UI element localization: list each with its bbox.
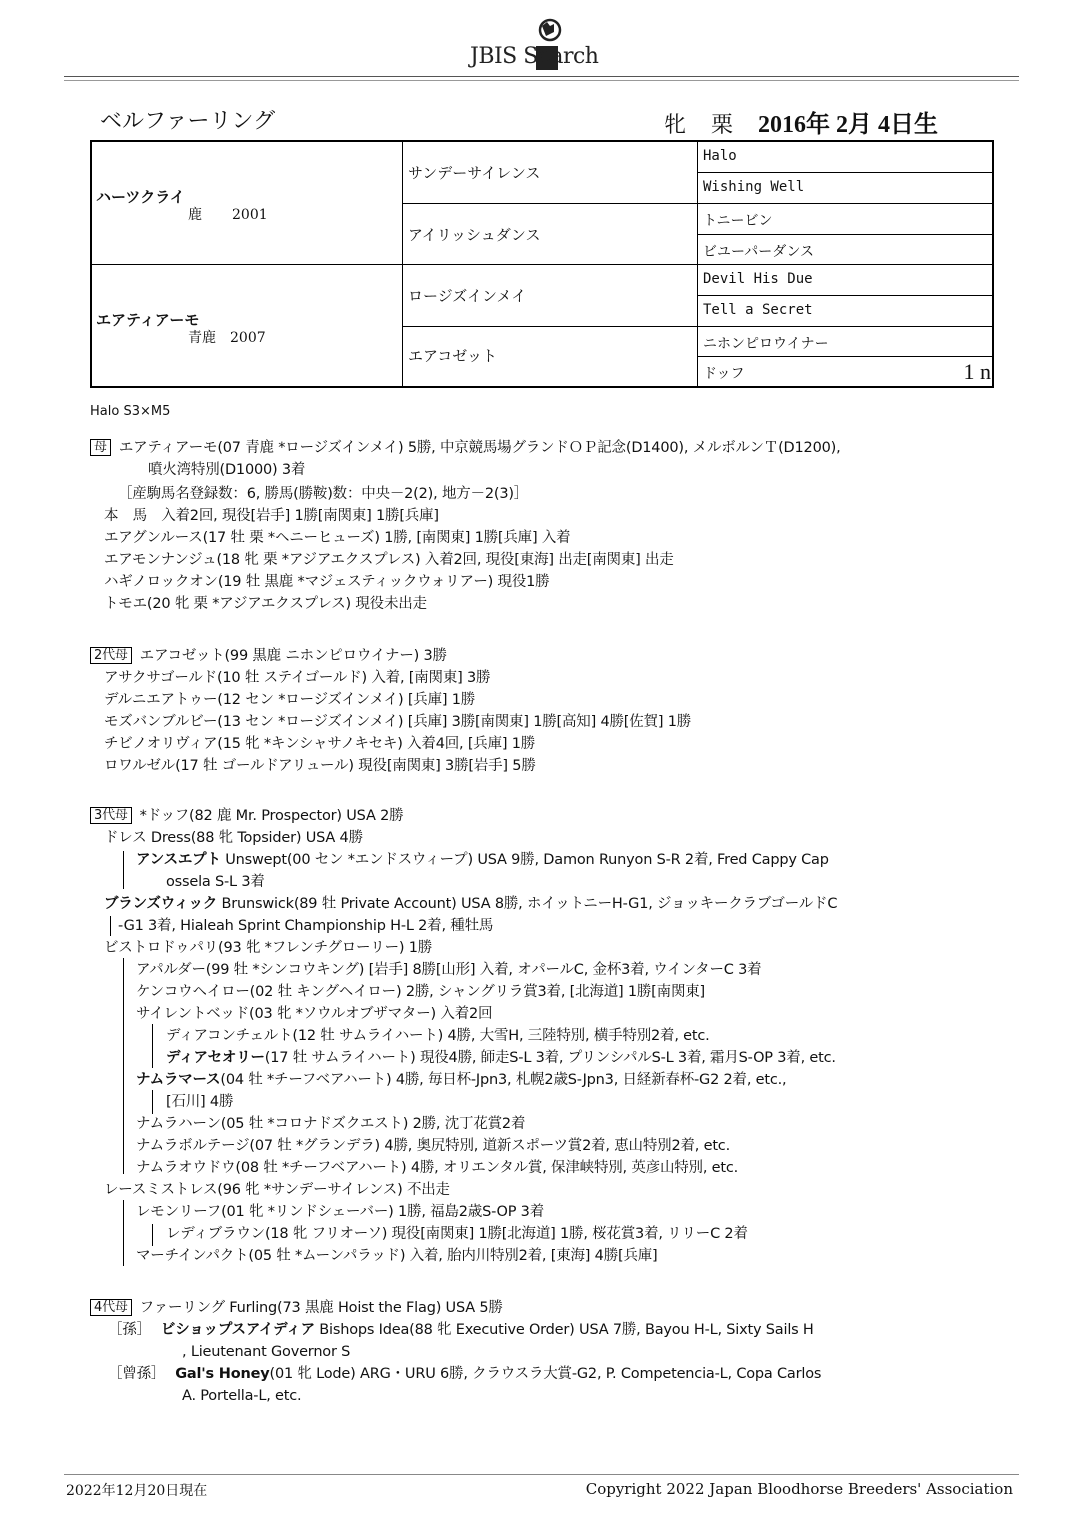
family-line xyxy=(104,594,427,614)
dam-name[interactable]: エアティアーモ xyxy=(96,311,200,329)
family-line xyxy=(136,960,761,980)
generation-heading xyxy=(90,438,841,458)
dam-cell xyxy=(92,265,403,386)
relation-label: ［孫］ xyxy=(108,1322,151,1338)
line-text: 噴火湾特別(D1000) 3着 xyxy=(148,462,306,478)
ancestor-name[interactable]: Tell a Secret xyxy=(703,302,813,318)
line-text: (17 牡 サムライハート) 現役4勝, 師走S-L 3着, プリンシパルS-L 3着, 霜月S-OP 3着, etc. xyxy=(264,1050,836,1066)
family-line xyxy=(148,460,305,480)
line-text: レースミストレス(96 牝 *サンデーサイレンス) 不出走 xyxy=(104,1182,450,1198)
line-text: ハギノロックオン(19 牡 黒鹿 *マジェスティックウォリアー) 現役1勝 xyxy=(104,574,550,590)
family-line xyxy=(136,1202,544,1222)
dam-meta: 青鹿 2007 xyxy=(188,330,266,346)
notable-horse-name[interactable]: Gal's Honey xyxy=(175,1366,270,1382)
ancestor-name[interactable]: Halo xyxy=(703,148,737,164)
family-line xyxy=(104,938,432,958)
g3-cell-1 xyxy=(698,142,994,173)
inbreeding-note: Halo S3×M5 xyxy=(90,404,171,419)
line-text: ファーリング Furling(73 黒鹿 Hoist the Flag) USA 5勝 xyxy=(139,1300,503,1316)
line-text: チビノオリヴィア(15 牝 *キンシャサノキセキ) 入着4回, [兵庫] 1勝 xyxy=(104,736,536,752)
ancestor-name[interactable]: ドッフ xyxy=(703,366,745,382)
family-line xyxy=(166,1048,836,1068)
horse-color: 栗 xyxy=(711,113,734,138)
line-text: ナムラオウドウ(08 牡 *チーフベアハート) 4勝, オリエンタル賞, 保津峡特別, 英彦山特別, etc. xyxy=(136,1160,739,1176)
ancestor-name[interactable]: Devil His Due xyxy=(703,271,813,287)
tree-bar xyxy=(123,1200,124,1266)
line-text: ossela S-L 3着 xyxy=(166,874,265,890)
line-text: エアコゼット(99 黒鹿 ニホンピロウイナー) 3勝 xyxy=(139,648,447,664)
line-text: A. Portella-L, etc. xyxy=(182,1388,302,1404)
family-line xyxy=(118,916,493,936)
family-line xyxy=(136,1158,738,1178)
line-text: エアティアーモ(07 青鹿 *ロージズインメイ) 5勝, 中京競馬場グランドＯＰ記念(D1400), メルボルンＴ(D1200), xyxy=(118,440,841,456)
generation-label: 2代母 xyxy=(90,647,132,664)
as-of-date: 2022年12月20日現在 xyxy=(66,1483,208,1499)
family-line xyxy=(136,850,829,870)
line-text: ナムラハーン(05 牡 *コロナドズクエスト) 2勝, 沈丁花賞2着 xyxy=(136,1116,526,1132)
line-text: (01 牝 Lode) ARG・URU 6勝, クラウスラ大賞-G2, P. Competencia-L, Copa Carlos xyxy=(269,1366,822,1382)
sire-dam-cell xyxy=(403,204,698,265)
horse-sex: 牝 xyxy=(664,113,687,138)
tree-bar xyxy=(152,1090,153,1114)
line-text: ロワルゼル(17 牡 ゴールドアリュール) 現役[南関東] 3勝[岩手] 5勝 xyxy=(104,758,536,774)
family-line xyxy=(166,1224,748,1244)
family-line xyxy=(118,484,528,504)
line-text: ケンコウヘイロー(02 牡 キングヘイロー) 2勝, シャングリラ賞3着, [北海道] 1勝[南関東] xyxy=(136,984,705,1000)
sire-sire-cell xyxy=(403,142,698,204)
line-text: ドレス Dress(88 牝 Topsider) USA 4勝 xyxy=(104,830,363,846)
g3-cell-7 xyxy=(698,327,994,357)
line-text: サイレントベッド(03 牝 *ソウルオブザマター) 入着2回 xyxy=(136,1006,493,1022)
generation-heading xyxy=(90,1298,503,1318)
notable-horse-name[interactable]: ディアセオリー xyxy=(166,1050,265,1066)
line-text: Bishops Idea(88 牝 Executive Order) USA 7勝, Bayou H-L, Sixty Sails H xyxy=(314,1322,814,1338)
relation-label: ［曾孫］ xyxy=(108,1366,166,1382)
family-line xyxy=(104,668,490,688)
family-line xyxy=(182,1342,350,1362)
pedigree-table xyxy=(90,140,994,388)
footer-rule xyxy=(64,1474,1019,1475)
family-line xyxy=(136,1004,492,1024)
ancestor-name[interactable]: ビユーパーダンス xyxy=(703,244,815,260)
sire-sire-name[interactable]: サンデーサイレンス xyxy=(408,164,541,182)
generation-heading xyxy=(90,646,447,666)
ancestor-name[interactable]: トニービン xyxy=(703,213,773,229)
g3-cell-2 xyxy=(698,173,994,204)
g3-cell-4 xyxy=(698,235,994,265)
family-line xyxy=(166,872,265,892)
family-line xyxy=(136,1246,658,1266)
family-line xyxy=(104,572,549,592)
tree-bar xyxy=(110,916,111,936)
family-line xyxy=(104,734,535,754)
ancestor-name[interactable]: ニホンピロウイナー xyxy=(703,336,829,352)
horse-meta xyxy=(664,104,938,139)
g3-cell-5 xyxy=(698,265,994,296)
inbreed-mark: 1 n xyxy=(963,359,991,384)
dam-dam-cell xyxy=(403,327,698,386)
family-line xyxy=(104,712,691,732)
copyright: Copyright 2022 Japan Bloodhorse Breeders' Association xyxy=(585,1480,1013,1498)
family-line xyxy=(104,894,837,914)
generation-label: 母 xyxy=(90,439,111,456)
family-line xyxy=(166,1092,233,1112)
jbis-logo[interactable] xyxy=(470,18,640,74)
family-line xyxy=(104,690,475,710)
tree-bar xyxy=(123,851,124,889)
line-text: 本 馬 入着2回, 現役[岩手] 1勝[南関東] 1勝[兵庫] xyxy=(104,508,439,524)
sire-name[interactable]: ハーツクライ xyxy=(96,188,185,206)
family-line xyxy=(136,1070,786,1090)
family-line xyxy=(104,550,674,570)
family-line xyxy=(136,1136,730,1156)
family-line xyxy=(166,1026,710,1046)
line-text: , Lieutenant Governor S xyxy=(182,1344,351,1360)
family-line xyxy=(182,1386,301,1406)
ancestor-name[interactable]: Wishing Well xyxy=(703,179,805,195)
g3-cell-6 xyxy=(698,296,994,327)
line-text: マーチインパクト(05 牡 *ムーンパラッド) 入着, 胎内川特別2着, [東海] 4勝[兵庫] xyxy=(136,1248,658,1264)
line-text: トモエ(20 牝 栗 *アジアエクスプレス) 現役未出走 xyxy=(104,596,427,612)
generation-label: 3代母 xyxy=(90,807,132,824)
line-text: ［産駒馬名登録数：6, 勝馬(勝鞍)数：中央－2(2), 地方－2(3)］ xyxy=(118,486,529,502)
family-line xyxy=(136,1114,525,1134)
family-line xyxy=(136,982,705,1002)
line-text: アパルダー(99 牡 *シンコウキング) [岩手] 8勝[山形] 入着, オパールC, 金杯3着, ウインターC 3着 xyxy=(136,962,762,978)
notable-horse-name[interactable]: ナムラマース xyxy=(136,1072,221,1088)
line-text: モズバンブルビー(13 セン *ロージズインメイ) [兵庫] 3勝[南関東] 1勝[高知] 4勝[佐賀] 1勝 xyxy=(104,714,692,730)
family-line xyxy=(104,1180,450,1200)
line-text: ディアコンチェルト(12 牡 サムライハート) 4勝, 大雪H, 三陸特別, 横手特別2着, etc. xyxy=(166,1028,710,1044)
line-text: レディブラウン(18 牝 フリオーソ) 現役[南関東] 1勝[北海道] 1勝, 桜花賞3着, リリーC 2着 xyxy=(166,1226,748,1242)
horse-birthdate: 2016年 2月 4日生 xyxy=(758,112,939,138)
line-text: デルニエアトゥー(12 セン *ロージズインメイ) [兵庫] 1勝 xyxy=(104,692,476,708)
tree-bar xyxy=(123,958,124,1174)
family-line xyxy=(104,756,536,776)
sire-dam-name[interactable]: アイリッシュダンス xyxy=(408,226,541,244)
line-text: *ドッフ(82 鹿 Mr. Prospector) USA 2勝 xyxy=(139,808,404,824)
line-text: [石川] 4勝 xyxy=(166,1094,234,1110)
family-line xyxy=(108,1320,814,1340)
logo-text: JBIS Search xyxy=(470,44,599,69)
sire-meta: 鹿 2001 xyxy=(188,207,268,223)
generation-label: 4代母 xyxy=(90,1299,132,1316)
header-rule xyxy=(64,76,1019,77)
family-line xyxy=(104,506,439,526)
line-text: エアモンナンジュ(18 牝 栗 *アジアエクスプレス) 入着2回, 現役[東海] 出走[南関東] 出走 xyxy=(104,552,674,568)
line-text: Brunswick(89 牡 Private Account) USA 8勝, ホイットニーH-G1, ジョッキークラブゴールドC xyxy=(217,896,838,912)
sire-cell xyxy=(92,142,403,265)
family-line xyxy=(104,528,570,548)
line-text: エアグンルース(17 牡 栗 *ヘニーヒューズ) 1勝, [南関東] 1勝[兵庫] 入着 xyxy=(104,530,571,546)
line-text: ビストロドゥパリ(93 牝 *フレンチグローリー) 1勝 xyxy=(104,940,433,956)
notable-horse-name[interactable]: ビショップスアイディア xyxy=(160,1322,315,1338)
line-text: -G1 3着, Hialeah Sprint Championship H-L 2着, 種牡馬 xyxy=(118,918,494,934)
tree-bar xyxy=(152,1224,153,1246)
g3-cell-8 xyxy=(698,357,994,386)
tree-bar xyxy=(152,1024,153,1068)
family-line xyxy=(104,828,363,848)
dam-sire-name[interactable]: ロージズインメイ xyxy=(408,287,527,305)
dam-sire-cell xyxy=(403,265,698,327)
line-text: ナムラボルテージ(07 牡 *グランデラ) 4勝, 奥尻特別, 道新スポーツ賞2着, 恵山特別2着, etc. xyxy=(136,1138,730,1154)
line-text: Unswept(00 セン *エンドスウィープ) USA 9勝, Damon Runyon S-R 2着, Fred Cappy Cap xyxy=(220,852,829,868)
g3-cell-3 xyxy=(698,204,994,235)
header-rule-thin xyxy=(64,80,1019,81)
line-text: レモンリーフ(01 牝 *リンドシェーバー) 1勝, 福島2歳S-OP 3着 xyxy=(136,1204,545,1220)
notable-horse-name[interactable]: ブランズウィック xyxy=(104,896,218,912)
line-text: (04 牡 *チーフベアハート) 4勝, 毎日杯-Jpn3, 札幌2歳S-Jpn3, 日経新春杯-G2 2着, etc., xyxy=(220,1072,787,1088)
generation-heading xyxy=(90,806,403,826)
line-text: アサクサゴールド(10 牡 ステイゴールド) 入着, [南関東] 3勝 xyxy=(104,670,491,686)
horse-name: ベルファーリング xyxy=(100,109,276,134)
family-line xyxy=(108,1364,821,1384)
notable-horse-name[interactable]: アンスエプト xyxy=(136,852,221,868)
dam-dam-name[interactable]: エアコゼット xyxy=(408,347,497,365)
